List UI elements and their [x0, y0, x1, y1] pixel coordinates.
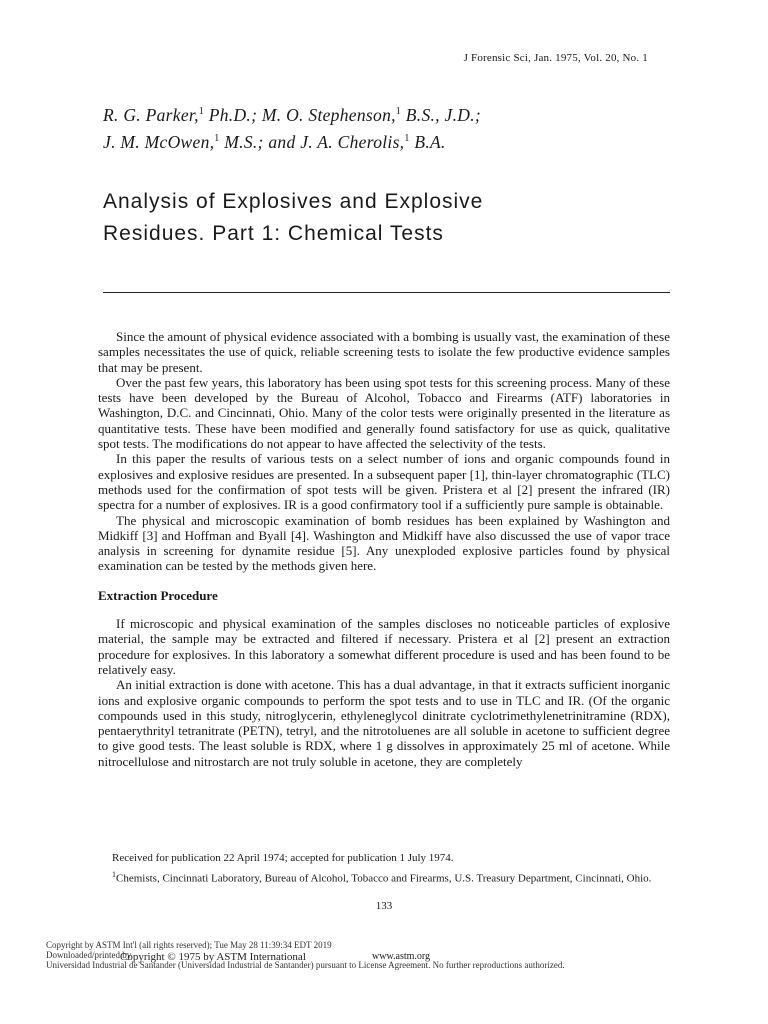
- paper-title-line-1: Analysis of Explosives and Explosive: [103, 190, 484, 213]
- author-3: J. M. McOwen,$^1$ M.S.;: [103, 131, 269, 152]
- author-4: and J. A. Cherolis,$^1$ B.A.: [268, 131, 446, 152]
- paper-title: [103, 186, 663, 250]
- journal-reference: J Forensic Sci, Jan. 1975, Vol. 20, No. 1: [463, 52, 648, 64]
- author-list: [103, 100, 663, 154]
- astm-copyright: Copyright © 1975 by ASTM International: [120, 951, 306, 963]
- paper-title-line-2: Residues. Part 1: Chemical Tests: [103, 222, 444, 245]
- footnote-received: Received for publication 22 April 1974; accepted for publication 1 July 1974.: [112, 852, 454, 864]
- author-1: R. G. Parker,$^1$ Ph.D.;: [103, 104, 262, 125]
- paragraph: The physical and microscopic examination of bomb residues has been explained by Washington and Midkiff [3] and Hoffman and Byall [4]. Washington and Midkiff have also discussed the use of vapor trace analysis in screening for dynamite residue [5]. Any unexploded explosive particles found by physical examination can be tested by the methods given here.: [98, 512, 670, 574]
- section-heading: Extraction Procedure: [98, 587, 218, 603]
- footnote-affiliation: $^1$Chemists, Cincinnati Laboratory, Bureau of Alcohol, Tobacco and Firearms, U.S. Treasury Department, Cincinnati, Ohio.: [112, 869, 652, 885]
- paragraph: Over the past few years, this laboratory has been using spot tests for this screening process. Many of these tests have been developed by the Bureau of Alcohol, Tobacco and Firearms (ATF) laboratories in Washington, D.C. and Cincinnati, Ohio. Many of the color tests were originally presented in the literature as quantitative tests. These have been modified and generally found satisfactory for use as quick, qualitative spot tests. The modifications do not appear to have affected the selectivity of the tests.: [98, 374, 670, 452]
- copyright-line: Downloaded/printed by: [46, 950, 132, 960]
- paragraph: An initial extraction is done with acetone. This has a dual advantage, in that it extracts sufficient inorganic ions and explosive organic compounds to perform the spot tests and to use in TLC and IR. (Of the organic compounds used in this study, nitroglycerin, ethyleneglycol dinitrate cyclotrimethylenetrinitramine (RDX), pentaerythrityl tetranitrate (PETN), tetryl, and the nitrotoluenes are all soluble in acetone to sufficient degree to give good tests. The least soluble is RDX, where 1 g dissolves in approximately 25 ml of acetone. While nitrocellulose and nitrostarch are not truly soluble in acetone, they are completely: [98, 677, 670, 769]
- paragraph: If microscopic and physical examination of the samples discloses no noticeable particles of explosive material, the sample may be extracted and filtered if necessary. Pristera et al [2] present an extraction procedure for explosives. In this laboratory a somewhat different procedure is used and has been found to be relatively easy.: [98, 616, 670, 677]
- footnotes: [98, 852, 670, 888]
- author-2: M. O. Stephenson,$^1$ B.S., J.D.;: [261, 104, 482, 125]
- paragraph: Since the amount of physical evidence associated with a bombing is usually vast, the examination of these samples necessitates the use of quick, reliable screening tests to isolate the few productive evidence samples that may be present.: [98, 329, 670, 375]
- astm-url-link[interactable]: www.astm.org: [372, 951, 431, 962]
- copyright-line: Universidad Industrial de Santander (Universidad Industrial de Santander) pursuant to License Agreement. No further reproductions authorized.: [46, 960, 565, 970]
- copyright-line: Copyright by ASTM Int'l (all rights reserved); Tue May 28 11:39:34 EDT 2019: [46, 940, 332, 950]
- paragraph: In this paper the results of various tests on a select number of ions and organic compounds found in explosives and explosive residues are presented. In a subsequent paper [1], thin-layer chromatographic (TLC) methods used for the confirmation of spot tests will be given. Pristera et al [2] present the infrared (IR) spectra for a number of explosives. IR is a good confirmatory tool if a sufficiently pure sample is obtainable.: [98, 451, 670, 513]
- title-divider: [103, 292, 670, 293]
- body-text: [98, 329, 670, 769]
- page-number: 133: [375, 900, 393, 912]
